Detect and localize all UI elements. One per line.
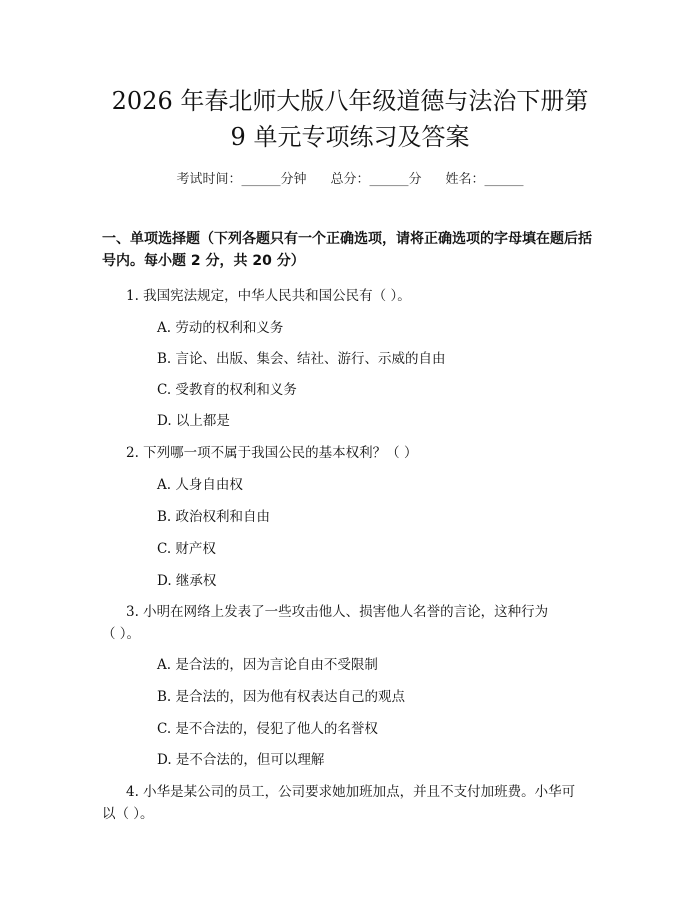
document-title-line-1: 2026 年春北师大版八年级道德与法治下册第 [111,87,589,115]
question-3-stem-continued: （ ）。 [102,626,141,642]
exam-time: 考试时间：______分钟 [176,172,307,187]
question-3-option-a: A. 是合法的，因为言论自由不受限制 [157,657,378,673]
exam-name: 姓名：______ [445,172,524,187]
question-1-option-b: B. 言论、出版、集会、结社、游行、示威的自由 [157,351,446,367]
question-2-option-a: A. 人身自由权 [157,477,243,493]
question-1-option-c: C. 受教育的权利和义务 [157,382,297,398]
question-2-option-b: B. 政治权利和自由 [157,509,271,525]
section-heading-line-2: 号内。每小题 2 分，共 20 分） [102,253,305,269]
question-1-option-d: D. 以上都是 [157,413,230,429]
question-2-option-c: C. 财产权 [157,541,216,557]
question-2-stem: 2. 下列哪一项不属于我国公民的基本权利？（ ） [126,445,418,461]
question-1-option-a: A. 劳动的权利和义务 [157,320,284,336]
question-2-option-d: D. 继承权 [157,573,217,589]
question-4-stem-continued: 以（ ）。 [102,806,154,822]
exam-info [0,168,700,187]
question-3-option-c: C. 是不合法的，侵犯了他人的名誉权 [157,721,378,737]
document-title-line-2: 9 单元专项练习及答案 [230,123,470,151]
exam-score: 总分：______分 [330,172,422,187]
question-3-option-d: D. 是不合法的，但可以理解 [157,752,325,768]
section-heading-line-1: 一、单项选择题（下列各题只有一个正确选项，请将正确选项的字母填在题后括 [102,231,592,247]
question-1-stem: 1. 我国宪法规定，中华人民共和国公民有（ ）。 [126,288,411,304]
question-3-stem: 3. 小明在网络上发表了一些攻击他人、损害他人名誉的言论，这种行为 [126,604,549,620]
question-4-stem: 4. 小华是某公司的员工，公司要求她加班加点，并且不支付加班费。小华可 [126,784,576,800]
question-3-option-b: B. 是合法的，因为他有权表达自己的观点 [157,689,406,705]
